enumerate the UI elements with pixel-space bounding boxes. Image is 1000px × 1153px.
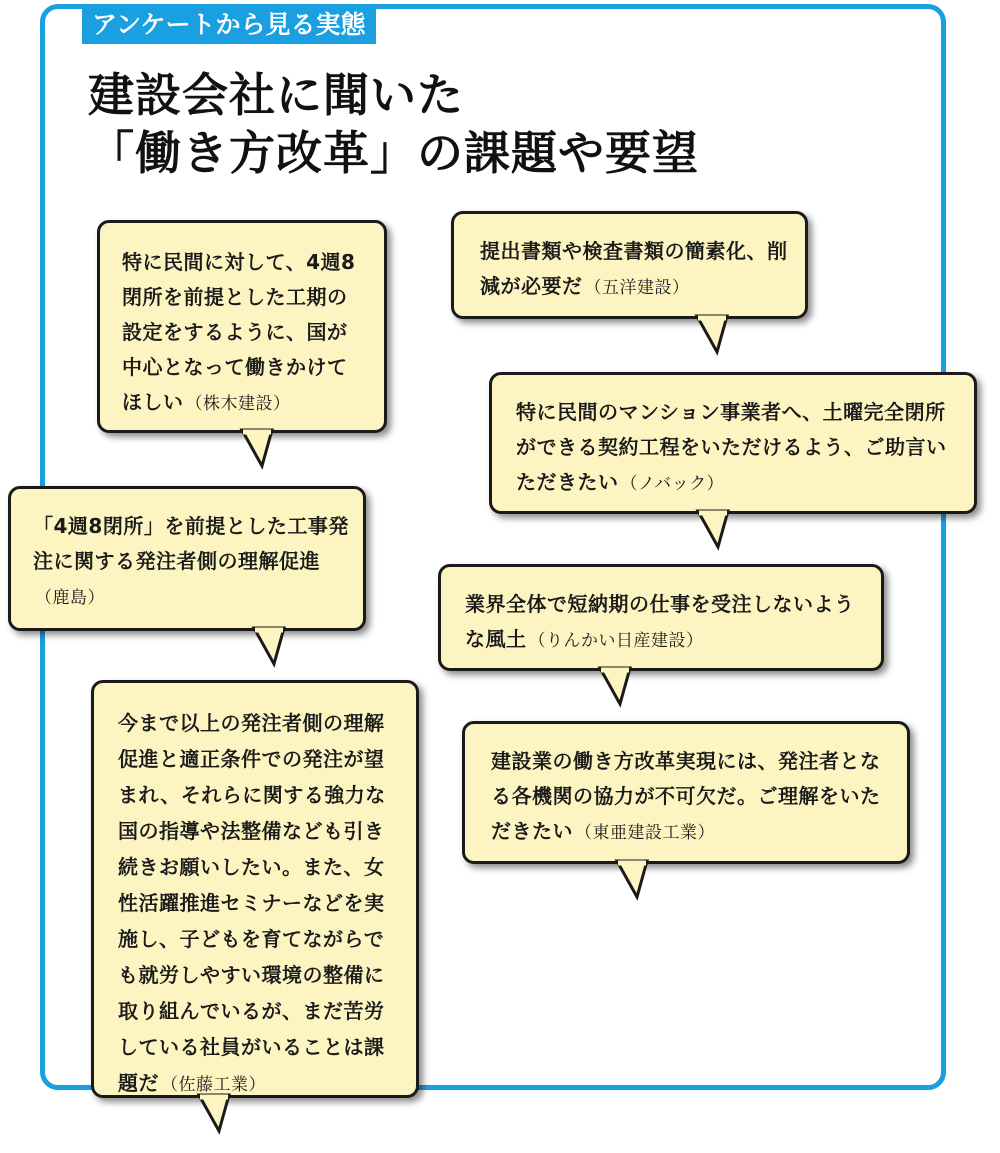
comment-text: 提出書類や検査書類の簡素化、削減が必要だ （五洋建設） <box>480 239 788 298</box>
comment-source: （鹿島） <box>35 588 105 608</box>
comment-source: （株木建設） <box>185 394 291 414</box>
comment-bubble-goyo <box>451 211 808 319</box>
title-line-1: 建設会社に聞いた <box>88 68 464 122</box>
speech-tail <box>696 509 736 551</box>
comment-source: （りんかい日産建設） <box>528 631 704 651</box>
comment-bubble-kabuki <box>97 220 387 433</box>
speech-tail <box>252 626 292 668</box>
speech-tail <box>615 859 655 901</box>
comment-text: 特に民間に対して、4週8閉所を前提とした工期の設定をするように、国が中心となって働きかけてほしい （株木建設） <box>122 250 356 414</box>
comment-source: （東亜建設工業） <box>575 823 715 843</box>
comment-bubble-toa <box>462 721 910 864</box>
section-tag: アンケートから見る実態 <box>82 6 376 44</box>
speech-tail <box>695 314 735 356</box>
comment-text: 今まで以上の発注者側の理解促進と適正条件での発注が望まれ、それらに関する強力な国の指導や法整備なども引き続きお願いしたい。また、女性活躍推進セミナーなどを実施し、子どもを育てながらでも就労しやすい環境の整備に取り組んでいるが、まだ苦労している社員がいることは課題だ （佐藤工業） <box>118 711 386 1095</box>
comment-text: 特に民間のマンション事業者へ、土曜完全閉所ができる契約工程をいただけるよう、ご助言いただきたい （ノバック） <box>516 400 947 494</box>
speech-tail <box>197 1093 237 1135</box>
comment-bubble-rinkai <box>438 564 884 671</box>
comment-source: （ノバック） <box>620 474 725 494</box>
comment-bubble-sato <box>91 680 419 1098</box>
comment-source: （五洋建設） <box>584 278 690 298</box>
comment-source: （佐藤工業） <box>161 1075 266 1095</box>
title-line-2: 「働き方改革」の課題や要望 <box>88 126 699 180</box>
speech-tail <box>240 428 280 470</box>
comment-bubble-novac <box>489 372 977 514</box>
comment-bubble-kajima <box>8 486 366 631</box>
page-title <box>88 66 699 182</box>
comment-text: 建設業の働き方改革実現には、発注者となる各機関の協力が不可欠だ。ご理解をいただきたい （東亜建設工業） <box>491 749 881 843</box>
comment-text: 業界全体で短納期の仕事を受注しないような風土 （りんかい日産建設） <box>465 592 855 651</box>
speech-tail <box>598 666 638 708</box>
comment-text: 「4週8閉所」を前提とした工事発注に関する発注者側の理解促進（鹿島） <box>33 514 349 608</box>
